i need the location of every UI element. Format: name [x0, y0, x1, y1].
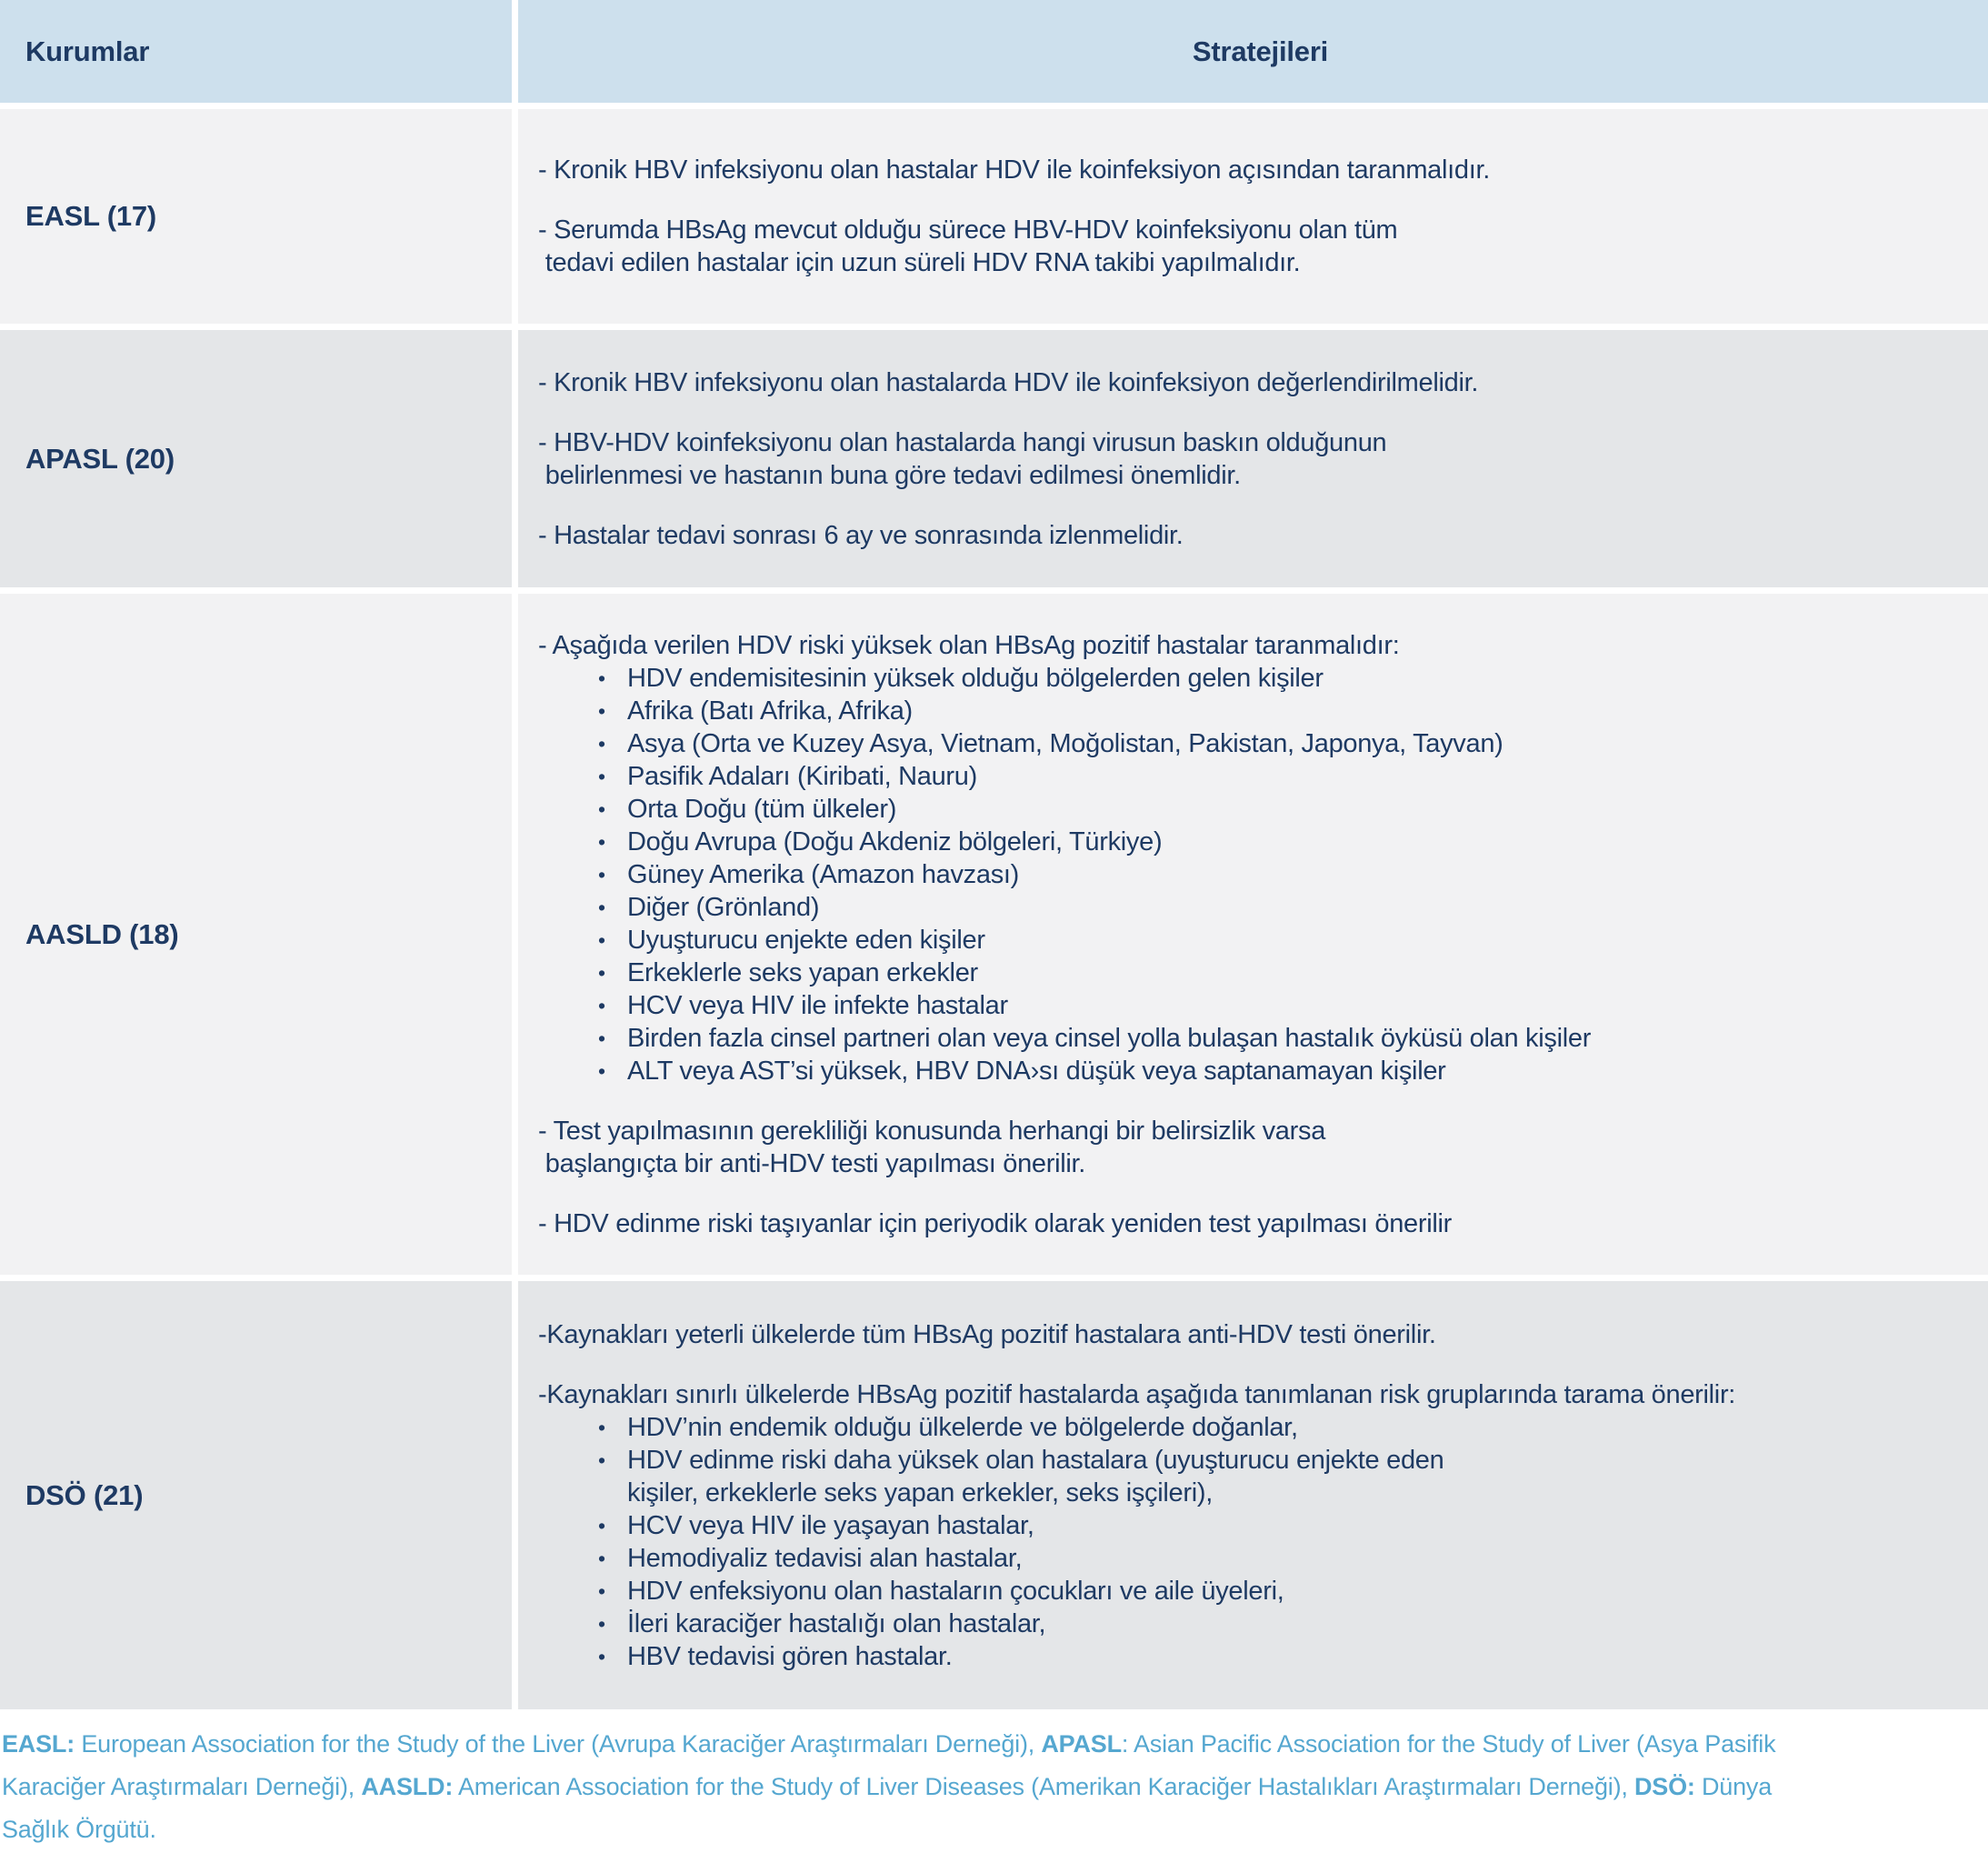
text-line: HDV endemisitesinin yüksek olduğu bölgelerden gelen kişiler: [627, 663, 1324, 693]
text-line: - HDV edinme riski taşıyanlar için periyodik olarak yeniden test yapılması önerilir: [538, 1208, 1453, 1238]
bullet-item: [538, 1575, 1966, 1608]
bullet-icon: •: [598, 862, 606, 886]
bullet-item: [538, 760, 1966, 793]
bullet-item: [538, 826, 1966, 858]
bullet-text: [627, 1640, 1966, 1673]
text-line: HCV veya HIV ile yaşayan hastalar,: [627, 1510, 1034, 1540]
bullet-icon: •: [598, 698, 606, 723]
footnote-text: Sağlık Örgütü.: [2, 1816, 156, 1843]
bullet-icon: •: [598, 895, 606, 919]
bullet-item: [538, 1509, 1966, 1542]
footnote-text: Dünya: [1694, 1773, 1773, 1800]
strategy-cell: [518, 109, 1988, 324]
bullet-icon: •: [598, 927, 606, 952]
footnote-text: Karaciğer Araştırmaları Derneği),: [2, 1773, 362, 1800]
org-label: APASL (20): [25, 442, 175, 475]
text-line: Hemodiyaliz tedavisi alan hastalar,: [627, 1543, 1023, 1573]
bullet-text: [627, 727, 1966, 760]
org-label: AASLD (18): [25, 917, 179, 950]
text-line: HDV’nin endemik olduğu ülkelerde ve bölgelerde doğanlar,: [627, 1412, 1298, 1442]
bullet-icon: •: [598, 993, 606, 1017]
bullet-text: [627, 826, 1966, 858]
bullet-item: [538, 1022, 1966, 1055]
text-line: HDV enfeksiyonu olan hastaların çocukları ve aile üyeleri,: [627, 1576, 1284, 1606]
bullet-text: [627, 957, 1966, 989]
bullet-item: [538, 891, 1966, 924]
footnote-term: DSÖ:: [1633, 1773, 1695, 1800]
text-line: Asya (Orta ve Kuzey Asya, Vietnam, Moğolistan, Pakistan, Japonya, Tayvan): [627, 728, 1503, 758]
bullet-item: [538, 1411, 1966, 1444]
text-line: - Kronik HBV infeksiyonu olan hastalar HDV ile koinfeksiyon açısından taranmalıdır.: [538, 155, 1491, 185]
bullet-icon: •: [598, 1513, 606, 1537]
table-row: [0, 330, 1988, 587]
column-header-kurumlar: Kurumlar: [0, 0, 512, 103]
text-line: Orta Doğu (tüm ülkeler): [627, 794, 897, 824]
table-row: [0, 109, 1988, 324]
bullet-item: [538, 1444, 1966, 1509]
bullet-text: [627, 1411, 1966, 1444]
strategy-cell: [518, 1281, 1988, 1709]
footnote-line: [2, 1723, 1988, 1766]
bullet-text: [627, 760, 1966, 793]
paragraph: [538, 1378, 1966, 1411]
text-line: Güney Amerika (Amazon havzası): [627, 859, 1020, 889]
text-line: HBV tedavisi gören hastalar.: [627, 1641, 953, 1671]
text-line: Birden fazla cinsel partneri olan veya cinsel yolla bulaşan hastalık öyküsü olan kişiler: [627, 1023, 1592, 1053]
bullet-text: [627, 793, 1966, 826]
bullet-text: [627, 891, 1966, 924]
text-line: belirlenmesi ve hastanın buna göre tedavi edilmesi önemlidir.: [538, 460, 1241, 490]
bullet-item: [538, 957, 1966, 989]
bullet-icon: •: [598, 666, 606, 690]
bullet-text: [627, 1542, 1966, 1575]
org-label: EASL (17): [25, 200, 157, 232]
bullet-item: [538, 727, 1966, 760]
bullet-item: [538, 1608, 1966, 1640]
text-line: - Aşağıda verilen HDV riski yüksek olan HBsAg pozitif hastalar taranmalıdır:: [538, 630, 1400, 660]
footnote-line: [2, 1808, 1988, 1851]
bullet-item: [538, 924, 1966, 957]
paragraph: [538, 366, 1966, 399]
paragraph: [538, 154, 1966, 186]
text-line: -Kaynakları sınırlı ülkelerde HBsAg pozitif hastalarda aşağıda tanımlanan risk gruplarında tarama önerilir:: [538, 1379, 1736, 1409]
bullet-icon: •: [598, 960, 606, 985]
bullet-item: [538, 662, 1966, 695]
bullet-list: [538, 662, 1966, 1087]
bullet-list: [538, 1411, 1966, 1673]
table-row: [0, 1281, 1988, 1709]
table-row: [0, 594, 1988, 1275]
text-line: - Test yapılmasının gerekliliği konusunda herhangi bir belirsizlik varsa: [538, 1116, 1326, 1146]
strategy-cell: [518, 594, 1988, 1275]
org-label: DSÖ (21): [25, 1478, 144, 1511]
bullet-item: [538, 793, 1966, 826]
bullet-icon: •: [598, 829, 606, 854]
footnote-term: EASL:: [2, 1730, 75, 1758]
bullet-icon: •: [598, 1644, 606, 1668]
bullet-text: [627, 924, 1966, 957]
text-line: Diğer (Grönland): [627, 892, 820, 922]
text-line: kişiler, erkeklerle seks yapan erkekler, seks işçileri),: [627, 1477, 1213, 1507]
bullet-text: [627, 1055, 1966, 1087]
footnote: [0, 1723, 1988, 1851]
paragraph: [538, 426, 1966, 492]
table-header-row: [0, 0, 1988, 103]
text-line: ALT veya AST’si yüksek, HBV DNA›sı düşük veya saptanamayan kişiler: [627, 1056, 1446, 1086]
bullet-item: [538, 1542, 1966, 1575]
text-line: - Hastalar tedavi sonrası 6 ay ve sonrasında izlenmelidir.: [538, 520, 1184, 550]
paragraph: [538, 1318, 1966, 1351]
bullet-icon: •: [598, 1415, 606, 1439]
bullet-item: [538, 1055, 1966, 1087]
paragraph: [538, 1207, 1966, 1240]
org-cell: [0, 330, 512, 587]
footnote-text: European Association for the Study of the Liver (Avrupa Karaciğer Araştırmaları Derneği),: [75, 1730, 1042, 1758]
strategy-cell: [518, 330, 1988, 587]
text-line: Doğu Avrupa (Doğu Akdeniz bölgeleri, Türkiye): [627, 826, 1163, 856]
paragraph: [538, 1115, 1966, 1180]
org-cell: [0, 109, 512, 324]
bullet-text: [627, 858, 1966, 891]
bullet-text: [627, 989, 1966, 1022]
bullet-text: [627, 695, 1966, 727]
org-cell: [0, 1281, 512, 1709]
bullet-icon: •: [598, 1447, 606, 1472]
text-line: Afrika (Batı Afrika, Afrika): [627, 696, 913, 726]
footnote-term: APASL: [1041, 1730, 1122, 1758]
bullet-icon: •: [598, 1611, 606, 1636]
paragraph: [538, 214, 1966, 279]
footnote-term: AASLD:: [361, 1773, 454, 1800]
footnote-text: American Association for the Study of Liver Diseases (Amerikan Karaciğer Hastalıkları Araştırmaları Derneği),: [453, 1773, 1634, 1800]
text-line: İleri karaciğer hastalığı olan hastalar,: [627, 1608, 1046, 1638]
text-line: HDV edinme riski daha yüksek olan hastalara (uyuşturucu enjekte eden: [627, 1445, 1444, 1475]
bullet-text: [627, 662, 1966, 695]
footnote-line: [2, 1766, 1988, 1808]
bullet-item: [538, 858, 1966, 891]
text-line: Pasifik Adaları (Kiribati, Nauru): [627, 761, 977, 791]
paragraph: [538, 519, 1966, 552]
text-line: tedavi edilen hastalar için uzun süreli HDV RNA takibi yapılmalıdır.: [538, 248, 1301, 277]
table-body: [0, 109, 1988, 1709]
bullet-item: [538, 989, 1966, 1022]
text-line: - HBV-HDV koinfeksiyonu olan hastalarda hangi virusun baskın olduğunun: [538, 427, 1387, 457]
bullet-icon: •: [598, 796, 606, 821]
bullet-text: [627, 1444, 1966, 1509]
bullet-icon: •: [598, 1546, 606, 1570]
bullet-text: [627, 1022, 1966, 1055]
column-header-stratejileri: Stratejileri: [518, 0, 1988, 103]
bullet-item: [538, 695, 1966, 727]
bullet-text: [627, 1608, 1966, 1640]
text-line: Uyuşturucu enjekte eden kişiler: [627, 925, 985, 955]
text-line: HCV veya HIV ile infekte hastalar: [627, 990, 1008, 1020]
text-line: -Kaynakları yeterli ülkelerde tüm HBsAg pozitif hastalara anti-HDV testi önerilir.: [538, 1319, 1436, 1349]
footnote-text: : Asian Pacific Association for the Study of Liver (Asya Pasifik: [1121, 1730, 1776, 1758]
org-cell: [0, 594, 512, 1275]
bullet-icon: •: [598, 1026, 606, 1050]
text-line: Erkeklerle seks yapan erkekler: [627, 957, 978, 987]
bullet-text: [627, 1509, 1966, 1542]
bullet-icon: •: [598, 1058, 606, 1083]
bullet-item: [538, 1640, 1966, 1673]
text-line: - Kronik HBV infeksiyonu olan hastalarda HDV ile koinfeksiyon değerlendirilmelidir.: [538, 367, 1479, 397]
bullet-icon: •: [598, 1578, 606, 1603]
paragraph: [538, 629, 1966, 662]
bullet-text: [627, 1575, 1966, 1608]
text-line: başlangıçta bir anti-HDV testi yapılması önerilir.: [538, 1148, 1086, 1178]
bullet-icon: •: [598, 731, 606, 756]
text-line: - Serumda HBsAg mevcut olduğu sürece HBV-HDV koinfeksiyonu olan tüm: [538, 215, 1398, 245]
bullet-icon: •: [598, 764, 606, 788]
